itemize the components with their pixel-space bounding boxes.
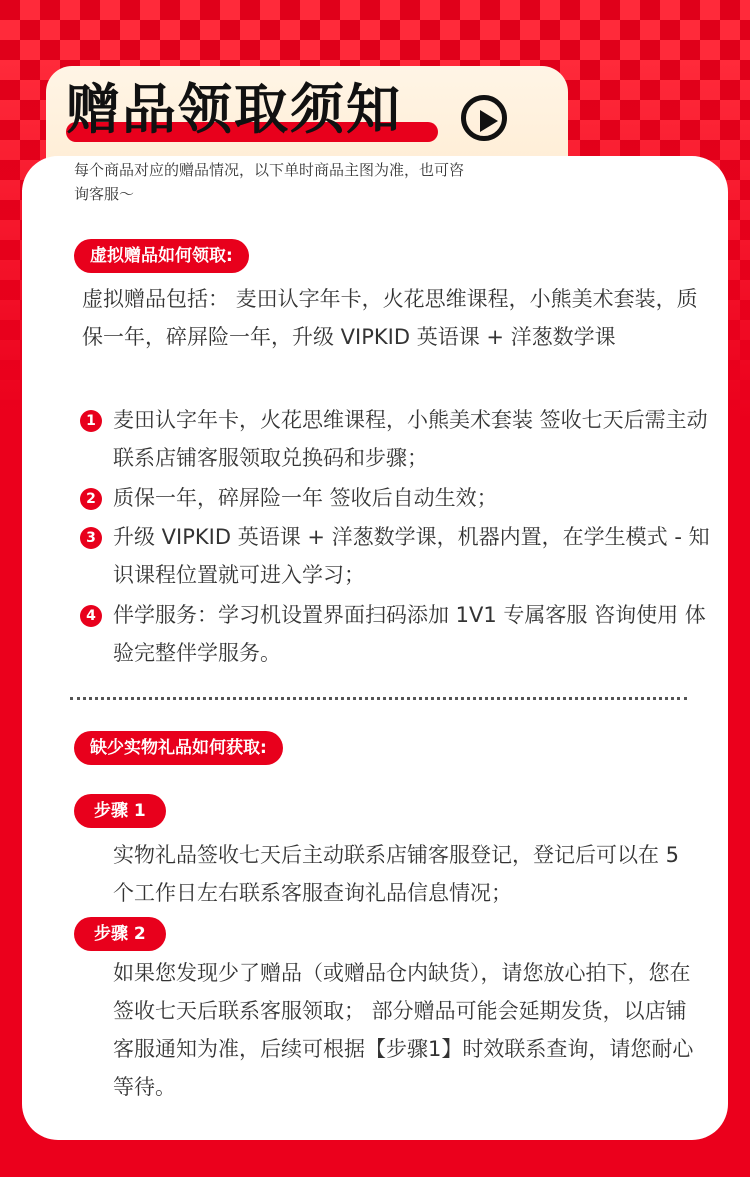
section-divider (70, 697, 687, 700)
item-number-2: 2 (80, 488, 102, 510)
physical-gift-label: 缺少实物礼品如何获取: (74, 731, 283, 765)
play-circle-icon[interactable] (461, 95, 507, 141)
step-2-label: 步骤 2 (74, 917, 166, 951)
virtual-item-4: 伴学服务：学习机设置界面扫码添加 1V1 专属客服 咨询使用 体验完整伴学服务。 (113, 603, 706, 665)
title-block (66, 78, 402, 148)
item-number-4: 4 (80, 605, 102, 627)
item-number-3: 3 (80, 527, 102, 549)
step-1-text: 实物礼品签收七天后主动联系店铺客服登记，登记后可以在 5 个工作日左右联系客服查询礼品信息情况； (113, 843, 680, 905)
virtual-gift-intro: 虚拟赠品包括： 麦田认字年卡，火花思维课程，小熊美术套装，质保一年，碎屏险一年，升级 VIPKID 英语课 + 洋葱数学课 (82, 287, 698, 349)
virtual-gift-label: 虚拟赠品如何领取: (74, 239, 249, 273)
step-2-text: 如果您发现少了赠品（或赠品仓内缺货），请您放心拍下，您在签收七天后联系客服领取； 部分赠品可能会延期发货，以店铺客服通知为准，后续可根据【步骤1】时效联系查询，请您耐心等待。 (113, 961, 694, 1099)
step-1-label: 步骤 1 (74, 794, 166, 828)
page-title: 赠品领取须知 (66, 78, 402, 141)
virtual-item-2: 质保一年，碎屏险一年 签收后自动生效； (113, 486, 498, 510)
page-subtitle: 每个商品对应的赠品情况，以下单时商品主图为准，也可咨询客服～ (74, 161, 465, 203)
virtual-item-3: 升级 VIPKID 英语课 + 洋葱数学课，机器内置，在学生模式 - 知识课程位置就可进入学习； (113, 525, 710, 587)
virtual-item-1: 麦田认字年卡，火花思维课程，小熊美术套装 签收七天后需主动联系店铺客服领取兑换码和步骤； (113, 408, 708, 470)
item-number-1: 1 (80, 410, 102, 432)
